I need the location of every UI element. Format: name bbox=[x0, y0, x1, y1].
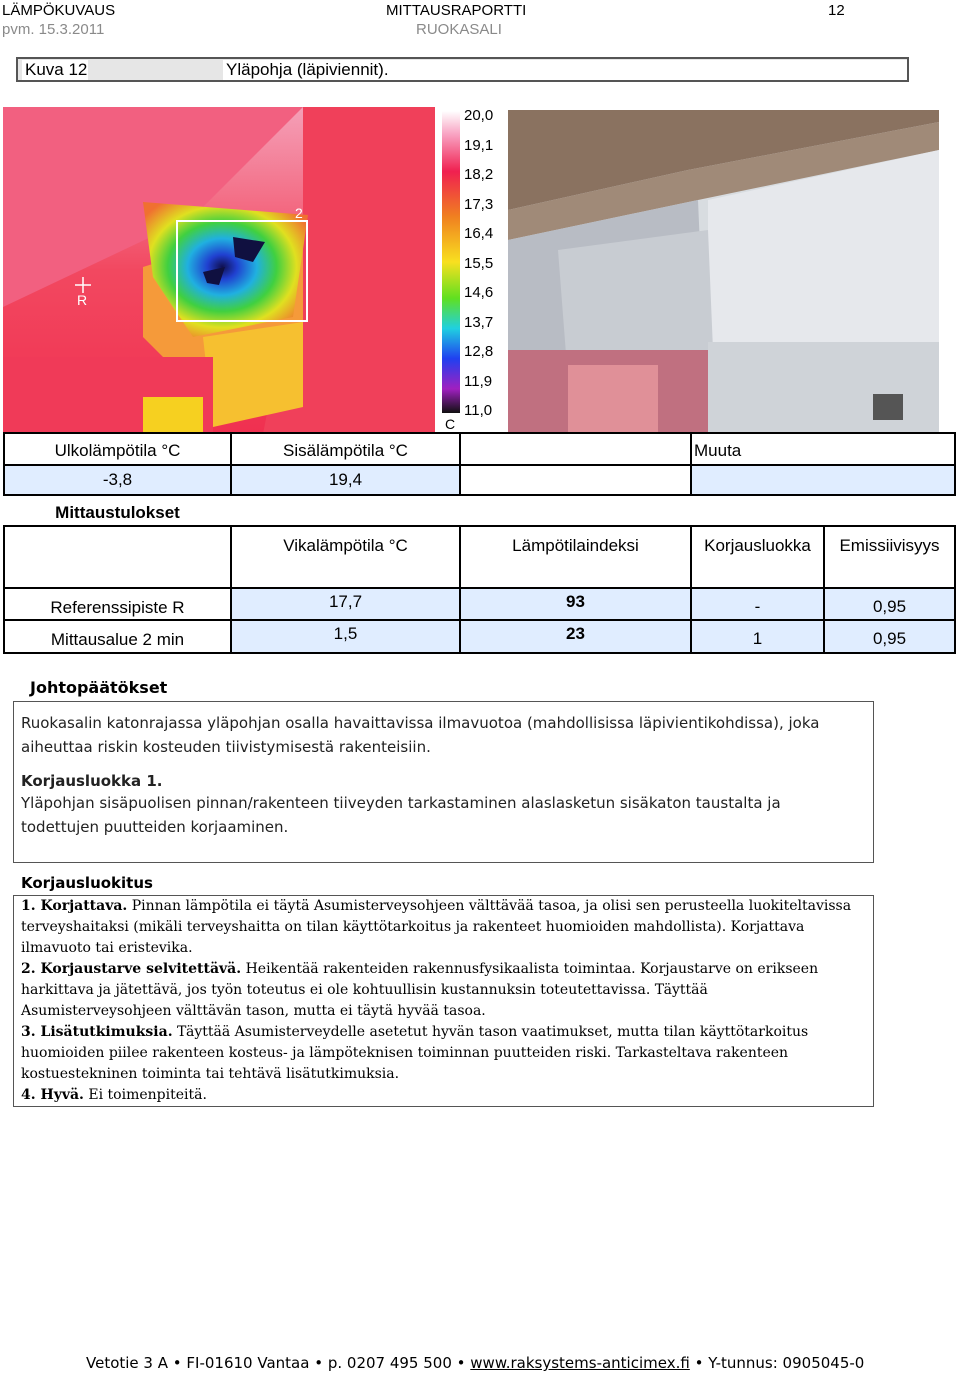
footer-bullet-icon: • bbox=[694, 1354, 709, 1372]
scale-tick-label: 14,6 bbox=[464, 284, 494, 301]
results-header-emissivity: Emissiivisyys bbox=[823, 525, 956, 589]
class-3-line-2: huomioiden piilee rakenteen kosteus- ja lämpöteknisen toiminnan puutteiden riski. Tarkasteltava rakenteen bbox=[21, 1045, 789, 1061]
results-corner-cell bbox=[3, 525, 232, 589]
class-1-line-3: ilmavuoto tai eristevika. bbox=[21, 940, 193, 956]
row-ref-class: - bbox=[690, 587, 825, 621]
class-4-line-1: Ei toimenpiteitä. bbox=[88, 1087, 207, 1103]
footer-business-id: Y-tunnus: 0905045-0 bbox=[708, 1354, 865, 1372]
scale-tick-label: 11,0 bbox=[464, 402, 493, 419]
footer-phone: p. 0207 495 500 bbox=[327, 1354, 452, 1372]
conclusion-line-1: Ruokasalin katonrajassa yläpohjan osalla havaittavissa ilmavuotoa (mahdollisissa läpivientikohdissa), joka bbox=[21, 714, 820, 732]
results-header-index: Lämpötilaindeksi bbox=[459, 525, 692, 589]
class-1-line-1: Pinnan lämpötila ei täytä Asumisterveysohjeen välttävää tasoa, ja olisi sen perusteella luokiteltavissa bbox=[131, 898, 852, 914]
report-type: LÄMPÖKUVAUS bbox=[2, 2, 116, 19]
page-number: 12 bbox=[828, 2, 845, 19]
row-area-name: Mittausalue 2 min bbox=[3, 619, 232, 654]
scale-tick-label: 20,0 bbox=[464, 107, 494, 124]
row-ref-index: 93 bbox=[459, 587, 692, 621]
report-location: RUOKASALI bbox=[416, 21, 502, 38]
footer-bullet-icon: • bbox=[456, 1354, 471, 1372]
scale-unit: C bbox=[445, 416, 456, 432]
class-2-line-2: harkittava ja jätettävä, jos työn toteutus ei ole kohtuullisin kustannuksin toteutettavissa. Täyttää bbox=[21, 982, 708, 998]
row-area-class: 1 bbox=[690, 619, 825, 654]
image-caption bbox=[16, 57, 909, 82]
scale-tick-label: 17,3 bbox=[464, 195, 494, 213]
class-1-line-2: terveyshaitaksi (mikäli terveyshaitta on tilan käyttötarkoitus ja rakenteet huomioiden mahdollista). Korjattava bbox=[21, 919, 805, 935]
footer-bullet-icon: • bbox=[314, 1354, 328, 1372]
other-header: Muuta bbox=[690, 432, 956, 466]
footer-city: FI-01610 Vantaa bbox=[186, 1354, 310, 1372]
conclusions-title: Johtopäätökset bbox=[30, 678, 168, 697]
outdoor-temp-value: -3,8 bbox=[3, 464, 232, 496]
report-title: MITTAUSRAPORTTI bbox=[386, 2, 527, 19]
class-2-title: 2. Korjaustarve selvitettävä. bbox=[21, 961, 242, 977]
scale-tick-label: 18,2 bbox=[464, 166, 494, 183]
footer-address: Vetotie 3 A bbox=[86, 1354, 169, 1372]
other-value bbox=[690, 464, 956, 496]
row-area-emissivity: 0,95 bbox=[823, 619, 956, 654]
scale-tick-label: 12,8 bbox=[464, 343, 494, 360]
scale-tick-label: 13,7 bbox=[464, 313, 494, 331]
scale-tick-label: 16,4 bbox=[464, 225, 494, 242]
row-ref-name: Referenssipiste R bbox=[3, 587, 232, 621]
results-header-class: Korjausluokka bbox=[690, 525, 825, 589]
classification-box bbox=[13, 895, 874, 1107]
class-3-title: 3. Lisätutkimuksia. bbox=[21, 1024, 173, 1040]
footer-website-link[interactable]: www.raksystems-anticimex.fi bbox=[470, 1354, 690, 1372]
footer-bullet-icon: • bbox=[172, 1354, 187, 1372]
report-date: pvm. 15.3.2011 bbox=[2, 21, 105, 38]
room-photo bbox=[508, 110, 939, 434]
row-area-temp: 1,5 bbox=[230, 619, 461, 654]
scale-tick-label: 11,9 bbox=[464, 372, 493, 390]
class-3-line-1: Täyttää Asumisterveydelle asetetut hyvän tason vaatimukset, mutta tilan käyttötarkoitus bbox=[177, 1024, 809, 1040]
footer bbox=[86, 1353, 864, 1373]
outdoor-temp-header: Ulkolämpötila °C bbox=[3, 432, 232, 466]
class-1-title: 1. Korjattava. bbox=[21, 898, 128, 914]
row-ref-temp: 17,7 bbox=[230, 587, 461, 621]
results-title: Mittaustulokset bbox=[55, 503, 180, 522]
conclusion-class-title: Korjausluokka 1. bbox=[21, 772, 163, 790]
row-area-index: 23 bbox=[459, 619, 692, 654]
measurement-area-label: 2 bbox=[295, 205, 303, 221]
results-header-temp: Vikalämpötila °C bbox=[230, 525, 461, 589]
class-2-line-1: Heikentää rakenteiden rakennusfysikaalista toimintaa. Korjaustarve on erikseen bbox=[245, 961, 819, 977]
caption-text: Yläpohja (läpiviennit). bbox=[223, 60, 907, 80]
caption-label: Kuva 12 bbox=[22, 60, 88, 80]
conclusion-line-2: aiheuttaa riskin kosteuden tiivistymisestä rakenteisiin. bbox=[21, 738, 431, 756]
indoor-temp-value: 19,4 bbox=[230, 464, 461, 496]
scale-tick-label: 19,1 bbox=[464, 136, 494, 154]
scale-tick-label: 15,5 bbox=[464, 254, 494, 272]
conclusions-box bbox=[13, 701, 874, 863]
blank-header-cell bbox=[459, 432, 692, 466]
class-4-title: 4. Hyvä. bbox=[21, 1087, 84, 1103]
conclusion-line-4: todettujen puutteiden korjaaminen. bbox=[21, 818, 289, 836]
class-2-line-3: Asumisterveysohjeen välttävän tason, mutta ei täytä hyvää tasoa. bbox=[21, 1003, 486, 1019]
thermal-image bbox=[3, 107, 435, 434]
blank-value-cell bbox=[459, 464, 692, 496]
classification-title: Korjausluokitus bbox=[21, 874, 153, 892]
reference-point-label: R bbox=[77, 292, 88, 308]
conclusion-line-3: Yläpohjan sisäpuolisen pinnan/rakenteen tiiveyden tarkastaminen alaslasketun sisäkaton taustalta ja bbox=[21, 794, 781, 812]
class-3-line-3: kostuestekninen toiminta tai tehtävä lisätutkimuksia. bbox=[21, 1066, 400, 1082]
row-ref-emissivity: 0,95 bbox=[823, 587, 956, 621]
indoor-temp-header: Sisälämpötila °C bbox=[230, 432, 461, 466]
temperature-scale bbox=[440, 107, 506, 434]
